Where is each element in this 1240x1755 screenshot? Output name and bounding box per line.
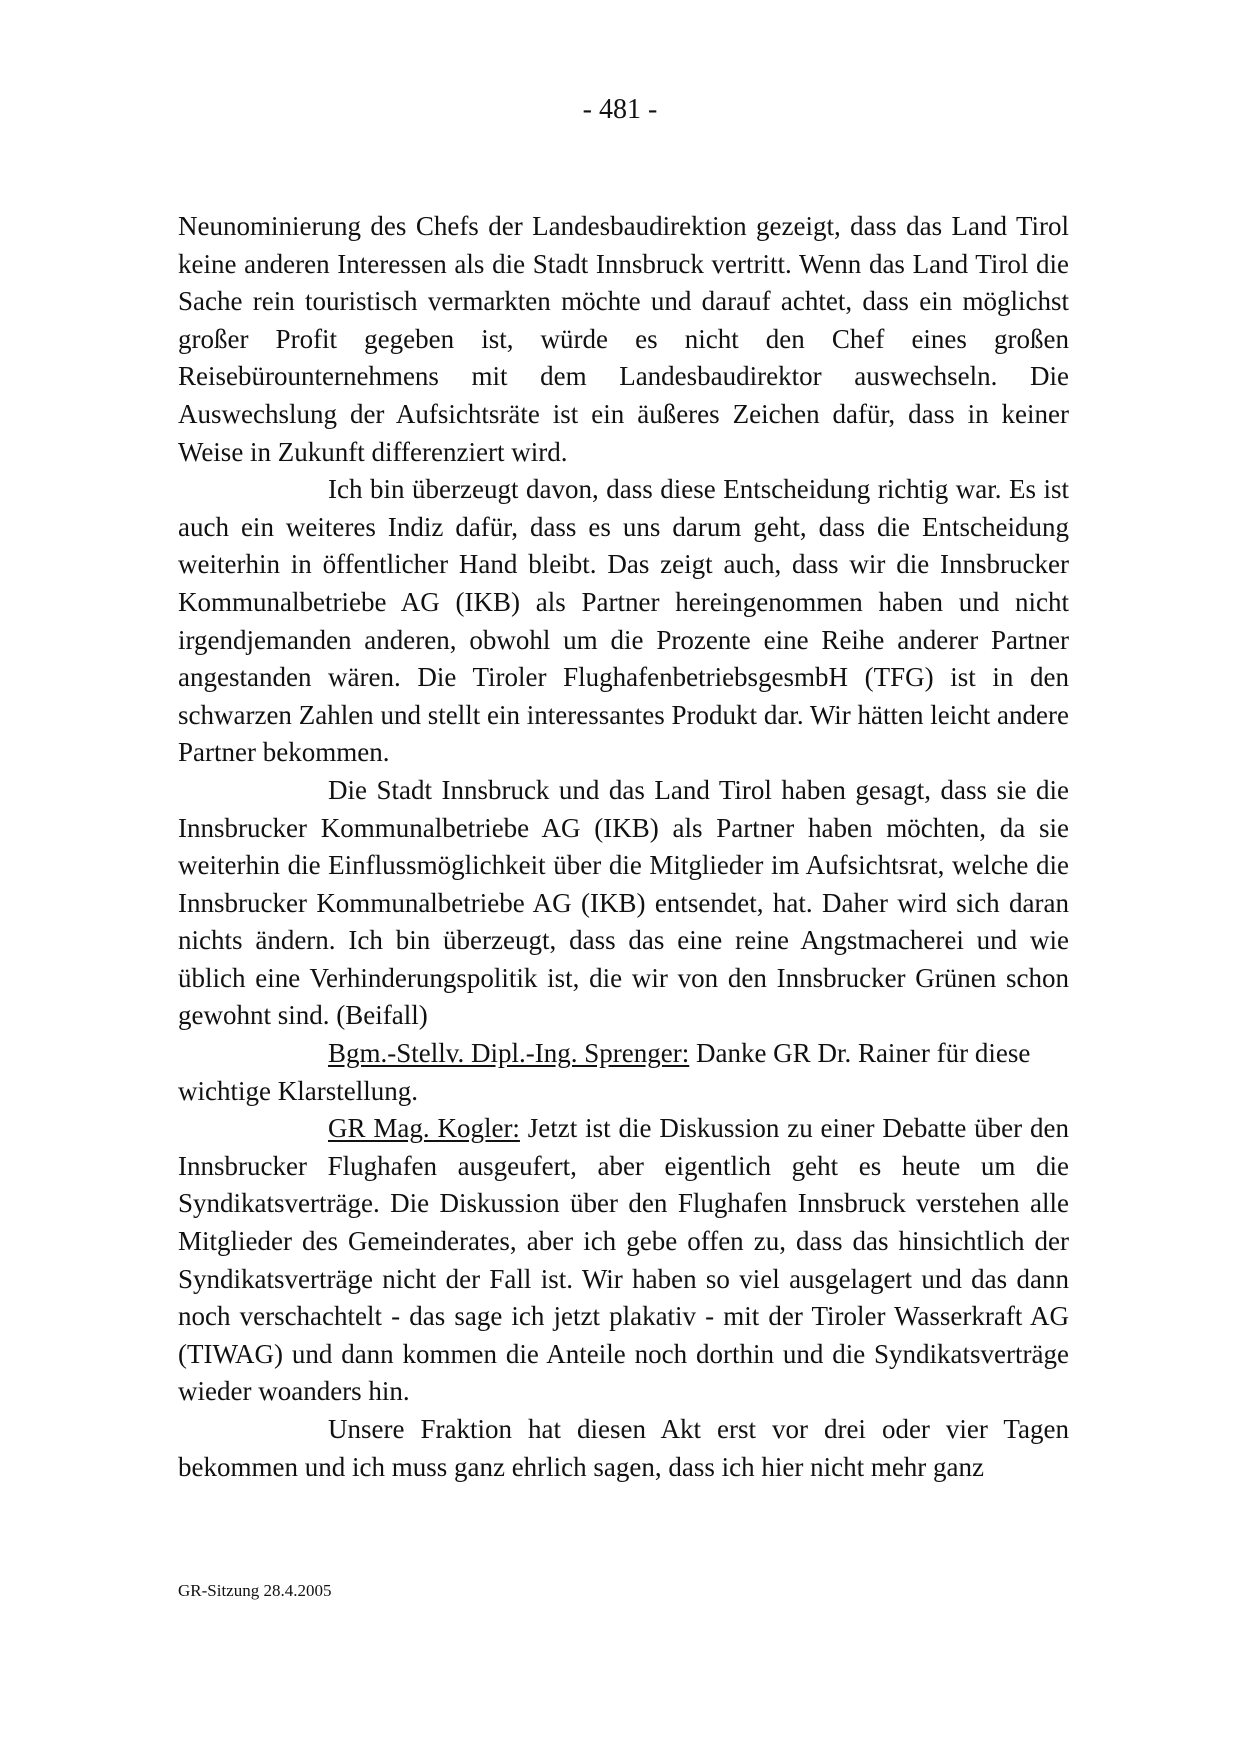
speaker-name-kogler: GR Mag. Kogler: [328, 1113, 520, 1144]
document-body [178, 208, 1069, 1486]
speaker-name-sprenger: Bgm.-Stellv. Dipl.-Ing. Sprenger: [328, 1038, 690, 1069]
paragraph-1: Neunominierung des Chefs der Landesbaudirektion gezeigt, dass das Land Tirol keine anderen Interessen als die Stadt Innsbruck vertritt. Wenn das Land Tirol die Sache rein touristisch vermarkten möchte und darauf achtet, dass ein möglichst großer Profit gegeben ist, würde es nicht den Chef eines großen Reisebürounternehmens mit dem Landesbaudirektor auswechseln. Die Auswechslung der Aufsichtsräte ist ein äußeres Zeichen dafür, dass in keiner Weise in Zukunft differenziert wird. [178, 211, 1069, 467]
paragraph-2: Ich bin überzeugt davon, dass diese Entscheidung richtig war. Es ist auch ein weiteres Indiz dafür, dass es uns darum geht, dass die Entscheidung weiterhin in öffentlicher Hand bleibt. Das zeigt auch, dass wir die Innsbrucker Kommunalbetriebe AG (IKB) als Partner hereingenommen haben und nicht irgendjemanden anderen, obwohl um die Prozente eine Reihe anderer Partner angestanden wären. Die Tiroler FlughafenbetriebsgesmbH (TFG) ist in den schwarzen Zahlen und stellt ein interessantes Produkt dar. Wir hätten leicht andere Partner bekommen. [178, 474, 1069, 768]
speech-text-sprenger: Danke GR Dr. Rainer für diese wichtige Klarstellung. [178, 1038, 1031, 1106]
paragraph-kogler [178, 1110, 1069, 1411]
page-number: - 481 - [582, 94, 658, 125]
paragraph-6: Unsere Fraktion hat diesen Akt erst vor drei oder vier Tagen bekommen und ich muss ganz ehrlich sagen, dass ich hier nicht mehr ganz [178, 1414, 1069, 1482]
paragraph-sprenger [178, 1035, 1069, 1110]
speech-text-kogler: Jetzt ist die Diskussion zu einer Debatte über den Innsbrucker Flughafen ausgeufert, aber eigentlich geht es heute um die Syndikatsverträge. Die Diskussion über den Flughafen Innsbruck verstehen alle Mitglieder des Gemeinderates, aber ich gebe offen zu, dass das hinsichtlich der Syndikatsverträge nicht der Fall ist. Wir haben so viel ausgelagert und das dann noch verschachtelt - das sage ich jetzt plakativ - mit der Tiroler Wasserkraft AG (TIWAG) und dann kommen die Anteile noch dorthin und die Syndikatsverträge wieder woanders hin. [178, 1113, 1069, 1407]
footer-session-date: GR-Sitzung 28.4.2005 [178, 1581, 332, 1600]
paragraph-3: Die Stadt Innsbruck und das Land Tirol haben gesagt, dass sie die Innsbrucker Kommunalbetriebe AG (IKB) als Partner haben möchten, da sie weiterhin die Einflussmöglichkeit über die Mitglieder im Aufsichtsrat, welche die Innsbrucker Kommunalbetriebe AG (IKB) entsendet, hat. Daher wird sich daran nichts ändern. Ich bin überzeugt, dass das eine reine Angstmacherei und wie üblich eine Verhinderungspolitik ist, die wir von den Innsbrucker Grünen schon gewohnt sind. (Beifall) [178, 774, 1069, 1031]
